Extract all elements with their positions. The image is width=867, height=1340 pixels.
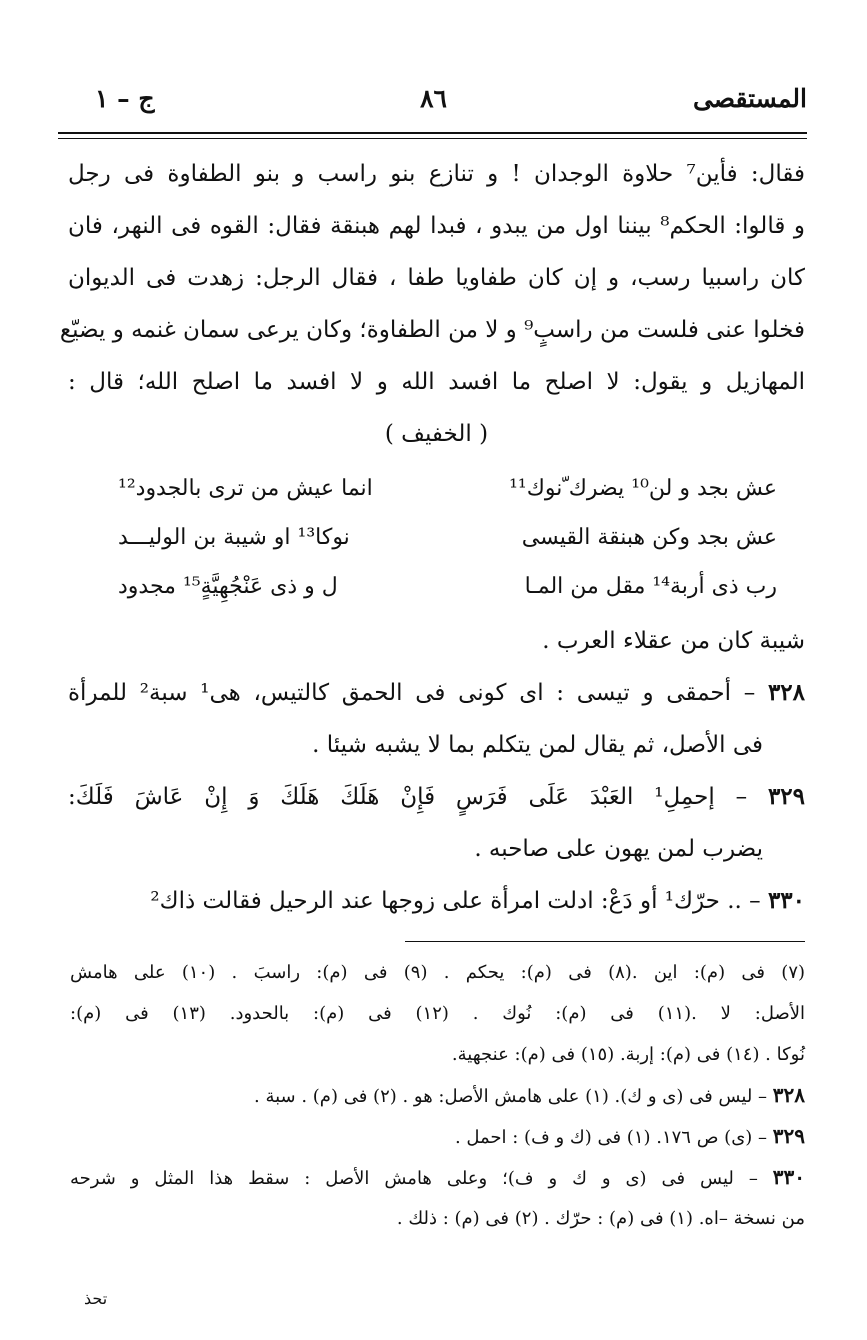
footnote-line [70,1075,805,1116]
poem-verse [68,468,805,517]
entry-continuation: فى الأصل، ثم يقال لمن يتكلم بما لا يشبه شيئا . [312,732,763,758]
proverb-entry [68,771,805,875]
volume-label: ج – ١ [95,84,155,113]
poem-verse [68,566,805,615]
footnote-rule [405,941,805,942]
verse-hemistich-first: رب ذى أربة¹⁴ مقل من المـا [524,574,777,599]
proverb-entry [68,667,805,771]
header-rule-thin [58,138,807,139]
main-text [59,148,806,927]
entry-first-line [68,875,805,927]
entry-number: ٣٣٠ [767,887,805,914]
footnote-line [70,1198,805,1239]
verse-hemistich-second: انما عيش من ترى بالجدود¹² [118,476,373,501]
footnote-text: – ليس فى (ى و ك و ف)؛ وعلى هامش الأصل : سقط هذا المثل و شرحه [70,1168,758,1189]
poem-meter: ( الخفيف ) [384,421,489,447]
text-line: المهازيل و يقول: لا اصلح ما افسد الله و لا افسد ما اصلح الله؛ قال : [68,369,805,395]
header-rule [58,132,807,134]
footnote-text: – (ى) ص ١٧٦. (١) فى (ك و ف) : احمل . [454,1127,768,1148]
text-line: فخلوا عنى فلست من راسبٍ⁹ و لا من الطفاوة؛ وكان يرعى سمان غنمه و يضيّع [59,317,805,343]
footnote-text: من نسخة –اه. (١) فى (م) : حرّك . (٢) فى (م) : ذلك . [396,1208,805,1229]
verse-hemistich-second: نوكا¹³ او شيبة بن الوليـــد [118,525,350,550]
footnote-entry-number: ٣٢٩ [772,1124,805,1148]
proverb-entry [68,875,805,927]
catchword: تحذ [84,1289,108,1308]
entry-text: – أحمقى و تيسى : اى كونى فى الحمق كالتيس، هى¹ سبة² للمرأة [68,680,756,706]
footnote-line [70,993,805,1034]
entry-continuation: يضرب لمن يهون على صاحبه . [474,836,763,862]
entry-text: – إحمِلِ¹ العَبْدَ عَلَى فَرَسٍ فَإِنْ هَلَكَ هَلَكَ وَ إِنْ عَاشَ فَلَكَ: [68,784,748,810]
text-line: و قالوا: الحكم⁸ بيننا اول من يبدو ، فبدا لهم هبنقة فقال: القوه فى النهر، فان [68,213,806,239]
footnote-entry-number: ٣٢٨ [772,1083,805,1107]
footnotes [70,952,805,1239]
entry-first-line [68,667,805,719]
text-line: كان راسبيا رسب، و إن كان طفاويا طفا ، فقال الرجل: زهدت فى الديوان [68,265,805,291]
footnote-line [70,952,805,993]
footnote-entry-number: ٣٣٠ [772,1165,805,1189]
footnote-text: الأصل: لا .(١١) فى (م): نُوك . (١٢) فى (م): بالحدود. (١٣) فى (م): [70,1003,806,1024]
footnote-line [70,1157,805,1198]
footnote-text: نُوكا . (١٤) فى (م): إربة. (١٥) فى (م): عنجهية. [451,1044,805,1065]
footnote-line [70,1034,805,1075]
poem-verse [68,517,805,566]
footnote-line [70,1116,805,1157]
entry-text: – .. حرّك¹ أو دَعْ: ادلت امرأة على زوجها عند الرحيل فقالت ذاك² [150,888,761,914]
text-line: شيبة كان من عقلاء العرب . [542,628,805,654]
book-title: المستقصى [692,84,807,113]
entry-number: ٣٢٨ [767,679,805,706]
text-line: فقال: فأين⁷ حلاوة الوجدان ! و تنازع بنو راسب و بنو الطفاوة فى رجل [68,161,806,187]
verse-hemistich-second: ل و ذى عَنْجُهِيَّةٍ¹⁵ مجدود [118,574,338,599]
entry-number: ٣٢٩ [767,783,806,810]
footnote-text: – ليس فى (ى و ك). (١) على هامش الأصل: هو . (٢) فى (م) . سبة . [254,1086,768,1107]
page-number: ٨٦ [420,84,447,113]
running-header [60,84,807,124]
entry-first-line [68,771,805,823]
verse-hemistich-first: عش بجد وكن هبنقة القيسى [521,525,777,550]
footnote-text: (٧) فى (م): اين .(٨) فى (م): يحكم . (٩) فى (م): راسبَ . (١٠) على هامش [70,962,806,983]
verse-hemistich-first: عش بجد و لن¹⁰ يضرك ّنوك¹¹ [509,476,777,501]
